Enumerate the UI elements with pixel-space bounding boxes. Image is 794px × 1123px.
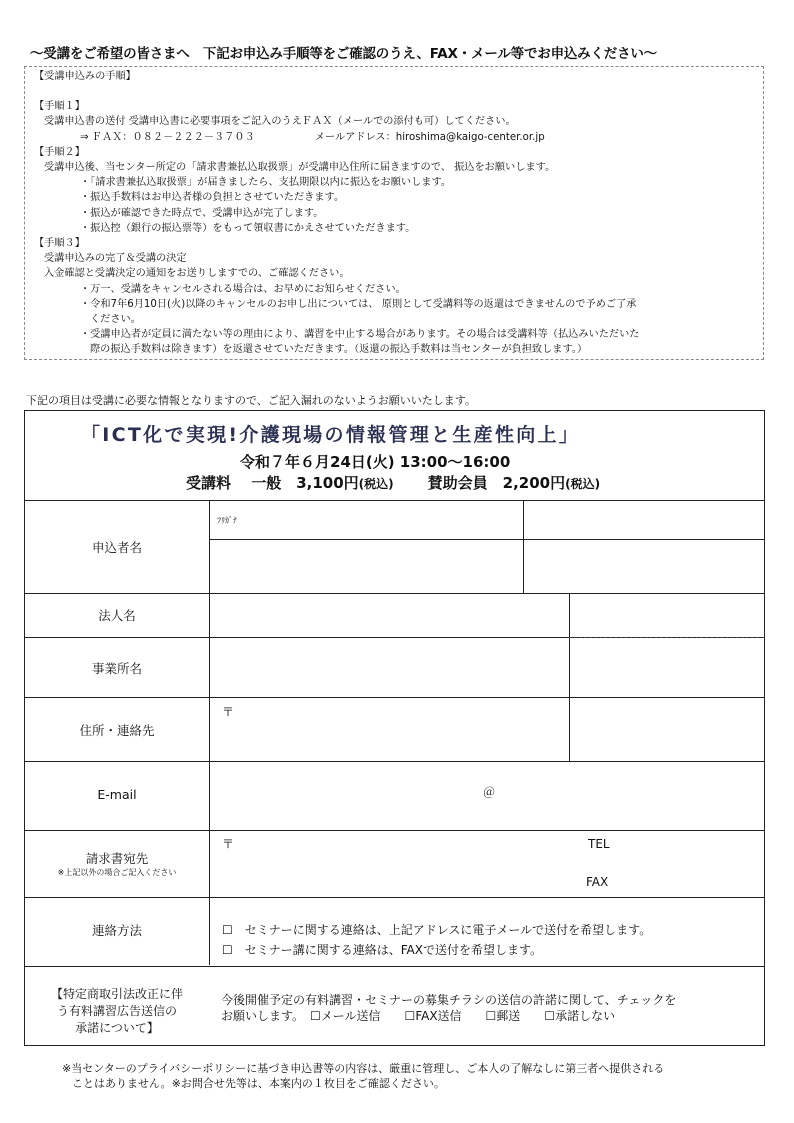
- address-field[interactable]: [210, 699, 568, 759]
- contact-option-fax[interactable]: ☐ セミナー講に関する連絡は、FAXで送付を希望します。: [222, 943, 543, 957]
- mail-address: メールアドレス：hiroshima@kaigo-center.or.jp: [314, 131, 545, 143]
- step2-item: ・「請求書兼払込取扱票」が届きましたら、支払期限以内に振込をお願いします。: [80, 177, 452, 189]
- fax-label: FAX: [586, 875, 609, 889]
- applicant-label: 申込者名: [91, 540, 142, 555]
- applicant-name-field[interactable]: [210, 541, 522, 591]
- billing-label: 請求書宛先: [85, 851, 149, 866]
- step2-item: ・振込手数料はお申込者様の負担とさせていただきます。: [80, 192, 345, 204]
- step2-item: ・振込控（銀行の振込票等）をもって領収書にかえさせていただきます。: [80, 222, 416, 234]
- step3-title: 【手順３】: [34, 238, 85, 250]
- step1-text: 受講申込書の送付 受講申込書に必要事項をご記入のうえＦＡＸ（メールでの添付も可）してください。: [44, 116, 516, 128]
- seminar-fee: [186, 472, 600, 493]
- furigana-field[interactable]: [210, 503, 522, 538]
- step3-item: ・令和7年6月10日(火)以降のキャンセルのお申し出については、 原則として受講料等の返還はできませんので予めご了承: [80, 298, 637, 310]
- step3-item: ・受講申込者が定員に満たない等の理由により、講習を中止する場合があります。その場合は受講料等（払込みいただいた: [80, 329, 640, 341]
- step3-item-cont: ください。: [90, 314, 141, 326]
- at-mark: ＠: [483, 785, 496, 799]
- postal-mark: 〒: [222, 705, 235, 719]
- footer-line: ※当センターのプライバシーポリシーに基づき申込書等の内容は、厳重に管理し、ご本人の了解なしに第三者へ提供される: [62, 1062, 665, 1075]
- application-form: [24, 410, 765, 1046]
- procedure-text: [34, 69, 759, 358]
- address-label: 住所・連絡先: [79, 723, 155, 738]
- office-name-field[interactable]: [210, 639, 568, 695]
- tax-note: (税込): [358, 477, 394, 491]
- step3-sub: 受講申込みの完了＆受講の決定: [44, 253, 187, 265]
- step3-text: 入金確認と受講決定の通知をお送りしますでの、ご確認ください。: [44, 268, 350, 280]
- step2-title: 【手順２】: [34, 146, 85, 158]
- fee-member: 賛助会員 2,200円: [427, 474, 566, 492]
- page-headline: ～受講をご希望の皆さまへ 下記お申込み手順等をご確認のうえ、FAX・メール等でお申込みください～: [30, 46, 657, 62]
- contact-method-label: 連絡方法: [91, 923, 142, 938]
- fax-number: ⇒ ＦＡＸ：０８２－２２２－３７０３: [80, 131, 255, 143]
- footer-line: ことはありません。※お問合せ先等は、本案内の１枚目をご確認ください。: [72, 1077, 445, 1090]
- privacy-footer: [62, 1061, 762, 1091]
- fee-general: 受講料 一般 3,100円: [186, 474, 359, 492]
- consent-options[interactable]: お願いします。 ☐メール送信 ☐FAX送信 ☐郵送 ☐承諾しない: [221, 1009, 616, 1023]
- corp-label: 法人名: [98, 608, 136, 623]
- step3-item-cont: 際の振込手数料は除きます）を返還させていただきます。（返還の振込手数料は当センターが負担致します。）: [90, 344, 588, 356]
- step3-item: ・万一、受講をキャンセルされる場合は、お早めにお知らせください。: [80, 283, 406, 295]
- special-label-line: 【特定商取引法改正に伴: [50, 987, 183, 1001]
- seminar-title: 「ICT化で実現!介護現場の情報管理と生産性向上」: [81, 424, 581, 446]
- email-label: E-mail: [97, 787, 137, 802]
- step2-item: ・振込が確認できた時点で、受講申込が完了します。: [80, 207, 324, 219]
- office-label: 事業所名: [91, 661, 142, 676]
- furigana-label: ﾌﾘｶﾞﾅ: [217, 516, 237, 525]
- contact-option-email[interactable]: ☐ セミナーに関する連絡は、上記アドレスに電子メールで送付を希望します。: [222, 923, 652, 937]
- email-field[interactable]: [210, 763, 764, 829]
- step2-text: 受講申込後、当センター所定の「請求書兼払込取扱票」が受講申込住所に届きますので、 振込をお願いします。: [44, 162, 556, 174]
- billing-note: ※上記以外の場合ご記入ください: [57, 868, 177, 877]
- seminar-date: 令和７年６月24日(火) 13:00～16:00: [240, 453, 511, 471]
- billing-postal-mark: 〒: [222, 837, 235, 851]
- procedure-heading: 【受講申込みの手順】: [34, 71, 136, 82]
- form-header: [25, 411, 764, 501]
- special-label-line: う有料講習広告送信の: [56, 1004, 177, 1018]
- tel-label: TEL: [588, 837, 610, 851]
- special-label-line: 承諾について】: [75, 1021, 159, 1035]
- form-note: 下記の項目は受講に必要な情報となりますので、ご記入漏れのないようお願いいたします。: [26, 394, 476, 407]
- consent-text: 今後開催予定の有料講習・セミナーの募集チラシの送信の許諾に関して、チェックを: [221, 993, 677, 1007]
- billing-address-field[interactable]: [210, 832, 764, 896]
- step1-title: 【手順１】: [34, 101, 85, 113]
- special-label: [25, 986, 209, 1037]
- tax-note: (税込): [565, 477, 601, 491]
- step1-contact: [34, 130, 759, 145]
- corp-name-field[interactable]: [210, 595, 568, 635]
